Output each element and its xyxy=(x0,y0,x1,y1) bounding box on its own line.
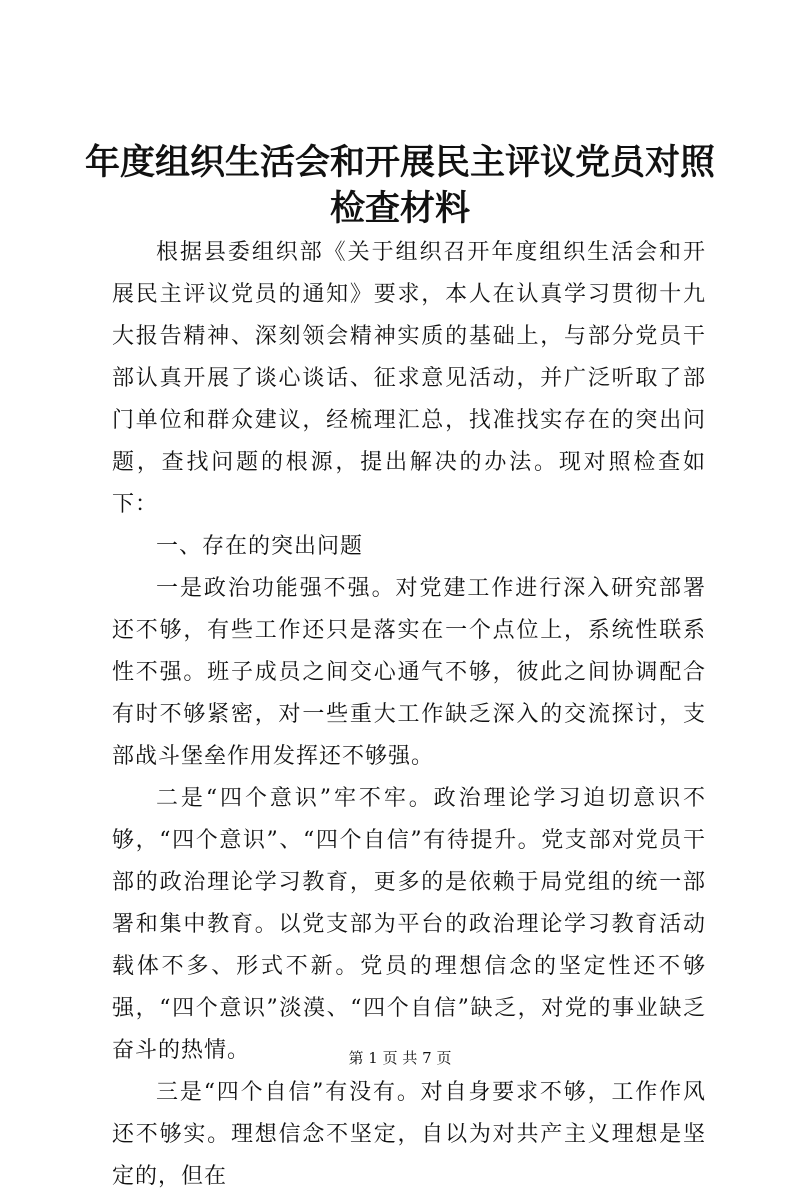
paragraph-point-2: 二是“四个意识”牢不牢。政治理论学习迫切意识不够，“四个意识”、“四个自信”有待提升。党支部对党员干部的政治理论学习教育，更多的是依赖于局党组的统一部署和集中教育。以党支部为平台的政治理论学习教育活动载体不多、形式不新。党员的理想信念的坚定性还不够强，“四个意识”淡漠、“四个自信”缺乏，对党的事业缺乏奋斗的热情。 xyxy=(112,786,706,1063)
section-heading: 一、存在的突出问题 xyxy=(156,534,364,559)
paragraph-point-3: 三是“四个自信”有没有。对自身要求不够，工作作风还不够实。理想信念不坚定，自以为对共产主义理想是坚定的，但在 xyxy=(112,1080,706,1189)
page-footer: 第 1 页 共 7 页 xyxy=(348,1049,452,1067)
paragraph-intro: 根据县委组织部《关于组织召开年度组织生活会和开展民主评议党员的通知》要求，本人在认真学习贯彻十九大报告精神、深刻领会精神实质的基础上，与部分党员干部认真开展了谈心谈话、征求意见活动，并广泛听取了部门单位和群众建议，经梳理汇总，找准找实存在的突出问题，查找问题的根源，提出解决的办法。现对照检查如下： xyxy=(112,240,706,517)
document-title: 年度组织生活会和开展民主评议党员对照检查材料 xyxy=(84,142,715,229)
paragraph-point-1: 一是政治功能强不强。对党建工作进行深入研究部署还不够，有些工作还只是落实在一个点位上，系统性联系性不强。班子成员之间交心通气不够，彼此之间协调配合有时不够紧密，对一些重大工作缺乏深入的交流探讨，支部战斗堡垒作用发挥还不够强。 xyxy=(112,576,706,769)
